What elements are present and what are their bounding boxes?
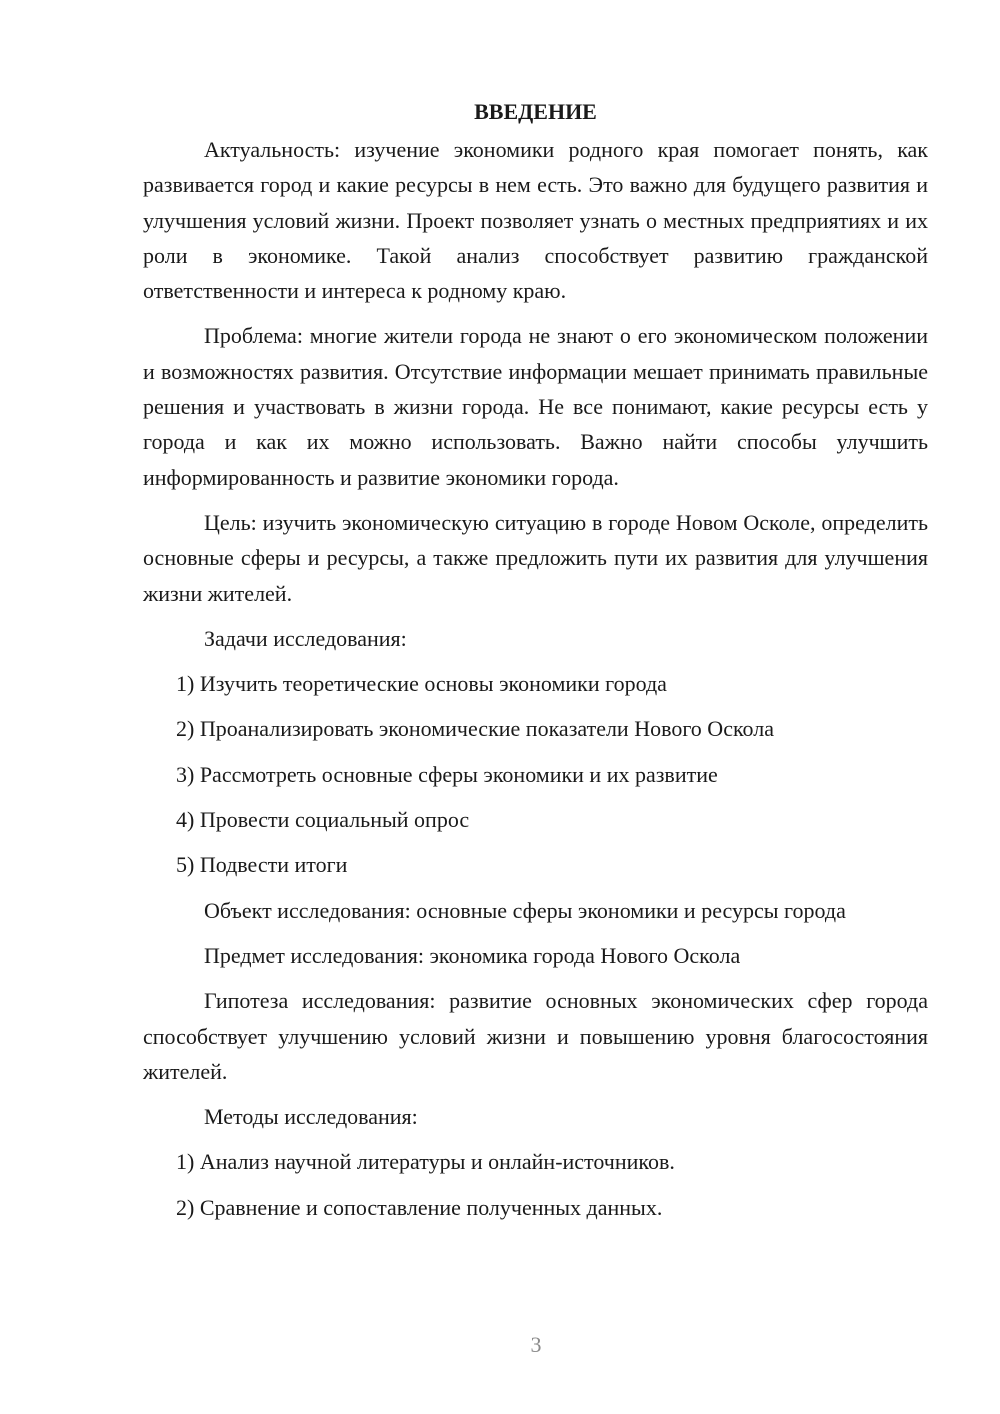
problem-paragraph: Проблема: многие жители города не знают о его экономическом положении и возможностях развития. Отсутствие информации мешает принимать правильные решения и участвовать в жизни города. Не все понимают, какие ресурсы есть у города и как их можно использовать. Важно найти способы улучшить информированность и развитие экономики города. (143, 323, 928, 490)
page-number: 3 (530, 1332, 542, 1357)
tasks-title: Задачи исследования: (204, 625, 407, 651)
list-item: 5) Подвести итоги (176, 852, 348, 878)
list-item: 1) Изучить теоретические основы экономики города (176, 671, 667, 697)
object-line: Объект исследования: основные сферы экономики и ресурсы города (204, 897, 846, 923)
list-item: 3) Рассмотреть основные сферы экономики и их развитие (176, 761, 718, 787)
list-item: 2) Сравнение и сопоставление полученных данных. (176, 1194, 663, 1220)
list-item: 4) Провести социальный опрос (176, 807, 470, 833)
document-page (143, 92, 928, 1235)
tasks-list (143, 666, 928, 882)
section-heading: ВВЕДЕНИЕ (474, 99, 597, 124)
relevance-paragraph: Актуальность: изучение экономики родного края помогает понять, как развивается город и какие ресурсы в нем есть. Это важно для будущего развития и улучшения условий жизни. Проект позволяет узнать о местных предприятиях и их роли в экономике. Такой анализ способствует развитию гражданской ответственности и интереса к родному краю. (143, 137, 928, 304)
list-item: 2) Проанализировать экономические показатели Нового Оскола (176, 716, 774, 742)
hypothesis-paragraph: Гипотеза исследования: развитие основных экономических сфер города способствует улучшению условий жизни и повышению уровня благосостояния жителей. (143, 988, 928, 1084)
methods-list (143, 1144, 928, 1225)
list-item: 1) Анализ научной литературы и онлайн-источников. (176, 1149, 675, 1175)
methods-title: Методы исследования: (204, 1104, 418, 1130)
subject-line: Предмет исследования: экономика города Нового Оскола (204, 942, 741, 968)
goal-paragraph: Цель: изучить экономическую ситуацию в городе Новом Осколе, определить основные сферы и ресурсы, а также предложить пути их развития для улучшения жизни жителей. (143, 509, 928, 606)
